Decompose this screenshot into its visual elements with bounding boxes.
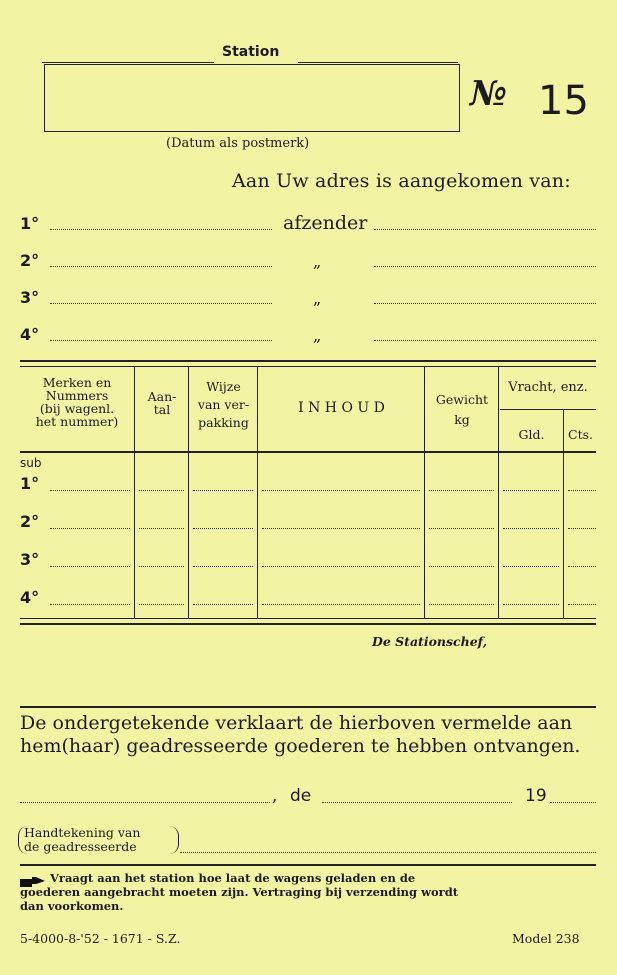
afzender-field-2[interactable]	[374, 266, 596, 267]
station-label: Station	[222, 44, 280, 60]
place-field[interactable]	[20, 802, 270, 803]
model-number: Model 238	[512, 931, 580, 946]
year-prefix: 19	[525, 786, 547, 806]
col-header-aantal: Aan- tal	[147, 389, 177, 417]
col-divider-1	[134, 367, 135, 618]
row-label-2: 2°	[20, 512, 40, 531]
station-stamp-box	[44, 64, 460, 132]
sender-number-2: 2°	[20, 251, 40, 270]
declaration-line-1: De ondergetekende verklaart de hierboven vermelde aan	[20, 712, 573, 734]
col-divider-5	[498, 367, 499, 618]
notice-text: Vraagt aan het station hoe laat de wagens geladen en de goederen aangebracht moeten zijn. Vertraging bij verzending wordt dan voorkomen.	[20, 871, 459, 913]
table-top-rule-inner	[20, 366, 596, 367]
col-divider-2	[188, 367, 189, 618]
table-bottom-rule-inner	[20, 618, 596, 619]
stationschef-label: De Stationschef,	[372, 634, 488, 649]
signature-bracket-right	[168, 826, 179, 854]
ditto-mark-2: „	[313, 252, 322, 271]
col-header-gld: Gld.	[518, 427, 545, 442]
document-number: 15	[538, 78, 589, 124]
row-label-4: 4°	[20, 588, 40, 607]
sender-field-3[interactable]	[50, 303, 272, 304]
col-header-inhoud: I N H O U D	[298, 400, 385, 416]
col-header-cts: Cts.	[568, 427, 593, 442]
row-label-3: 3°	[20, 550, 40, 569]
ditto-mark-3: „	[313, 289, 322, 308]
signature-label: Handtekening van de geadresseerde	[24, 825, 141, 854]
ditto-mark-4: „	[313, 326, 322, 345]
year-field[interactable]	[550, 802, 596, 803]
col-header-vracht: Vracht, enz.	[508, 380, 588, 395]
afzender-field-3[interactable]	[374, 303, 596, 304]
afzender-field-1[interactable]	[374, 229, 596, 230]
col-divider-3	[257, 367, 258, 618]
declaration-line-2: hem(haar) geadresseerde goederen te hebben ontvangen.	[20, 735, 581, 757]
station-top-line-right	[298, 62, 458, 63]
sender-field-2[interactable]	[50, 266, 272, 267]
afzender-label: afzender	[283, 212, 368, 234]
col-divider-6	[563, 410, 564, 618]
sender-number-4: 4°	[20, 325, 40, 344]
sender-field-4[interactable]	[50, 340, 272, 341]
sender-number-1: 1°	[20, 214, 40, 233]
col-header-wijze: Wijze van ver- pakking	[197, 379, 250, 430]
signature-field[interactable]	[180, 852, 596, 853]
sub-label: sub	[20, 456, 42, 470]
row-label-1: 1°	[20, 474, 40, 493]
declaration-top-rule	[20, 706, 596, 708]
table-header-rule	[20, 451, 596, 453]
arrived-text: Aan Uw adres is aangekomen van:	[232, 170, 571, 192]
table-top-rule	[20, 360, 596, 362]
sender-field-1[interactable]	[50, 229, 272, 230]
date-de-label: de	[290, 786, 312, 806]
print-code: 5-4000-8-'52 - 1671 - S.Z.	[20, 931, 181, 946]
station-top-line-left	[42, 62, 214, 63]
col-header-gewicht: Gewicht kg	[435, 392, 489, 427]
sender-number-3: 3°	[20, 288, 40, 307]
afzender-field-4[interactable]	[374, 340, 596, 341]
number-symbol: №	[470, 74, 507, 114]
table-bottom-rule	[20, 623, 596, 625]
vracht-sub-rule	[500, 409, 596, 410]
date-comma: ,	[272, 786, 278, 806]
col-header-merken: Merken en Nummers (bij wagenl. het nummer)	[35, 375, 119, 429]
notice-top-rule	[20, 864, 596, 866]
datum-label: (Datum als postmerk)	[166, 136, 310, 151]
col-divider-4	[424, 367, 425, 618]
date-field[interactable]	[322, 802, 512, 803]
